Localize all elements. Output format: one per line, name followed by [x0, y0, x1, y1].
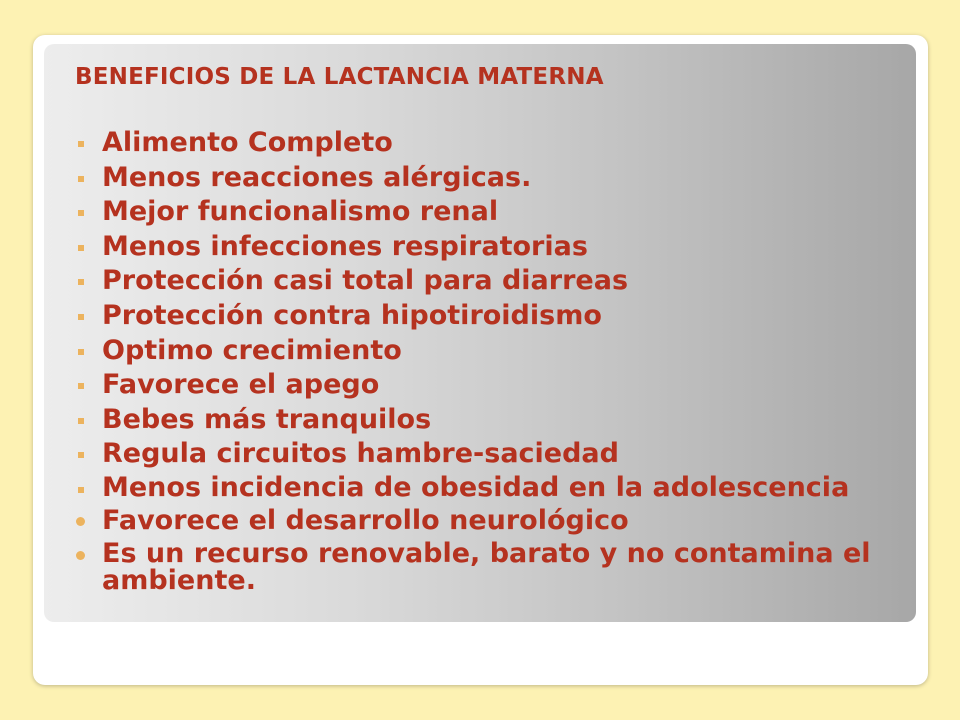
list-item-text: Mejor funcionalismo renal	[102, 196, 499, 228]
square-bullet-icon	[76, 197, 88, 227]
list-item-text: Protección casi total para diarreas	[102, 265, 629, 297]
list-item	[75, 506, 895, 536]
square-bullet-icon	[76, 370, 88, 400]
square-bullet-icon	[76, 474, 88, 504]
square-bullet-icon	[76, 232, 88, 262]
square-bullet-icon	[76, 128, 88, 158]
square-bullet-icon	[76, 336, 88, 366]
list-item	[75, 336, 895, 366]
round-bullet-icon	[76, 540, 88, 570]
list-item-text: Regula circuitos hambre-saciedad	[102, 438, 619, 470]
list-item-text: Favorece el apego	[102, 369, 380, 401]
list-item	[75, 197, 895, 227]
square-bullet-icon	[76, 439, 88, 469]
list-item-text: Menos infecciones respiratorias	[102, 230, 588, 262]
list-item-text: Favorece el desarrollo neurológico	[102, 504, 629, 536]
slide-title: BENEFICIOS DE LA LACTANCIA MATERNA	[75, 64, 604, 90]
square-bullet-icon	[76, 163, 88, 193]
list-item	[75, 266, 895, 296]
list-item-text: Es un recurso renovable, barato y no contamina el ambiente.	[102, 538, 871, 597]
list-item	[75, 538, 895, 597]
list-item	[75, 232, 895, 262]
list-item	[75, 163, 895, 193]
list-item	[75, 370, 895, 400]
list-item-text: Menos incidencia de obesidad en la adolescencia	[102, 471, 850, 503]
list-item	[75, 301, 895, 331]
list-item-text: Bebes más tranquilos	[102, 403, 432, 435]
list-item-text: Menos reacciones alérgicas.	[102, 161, 532, 193]
list-item	[75, 471, 895, 503]
round-bullet-icon	[76, 506, 88, 536]
list-item-text: Alimento Completo	[102, 127, 393, 158]
slide-content	[75, 60, 895, 599]
square-bullet-icon	[76, 405, 88, 435]
list-item	[75, 405, 895, 435]
list-item	[75, 439, 895, 469]
benefits-list	[75, 127, 895, 597]
list-item	[75, 128, 895, 158]
square-bullet-icon	[76, 266, 88, 296]
square-bullet-icon	[76, 301, 88, 331]
list-item-text: Optimo crecimiento	[102, 334, 402, 366]
list-item-text: Protección contra hipotiroidismo	[102, 299, 602, 331]
